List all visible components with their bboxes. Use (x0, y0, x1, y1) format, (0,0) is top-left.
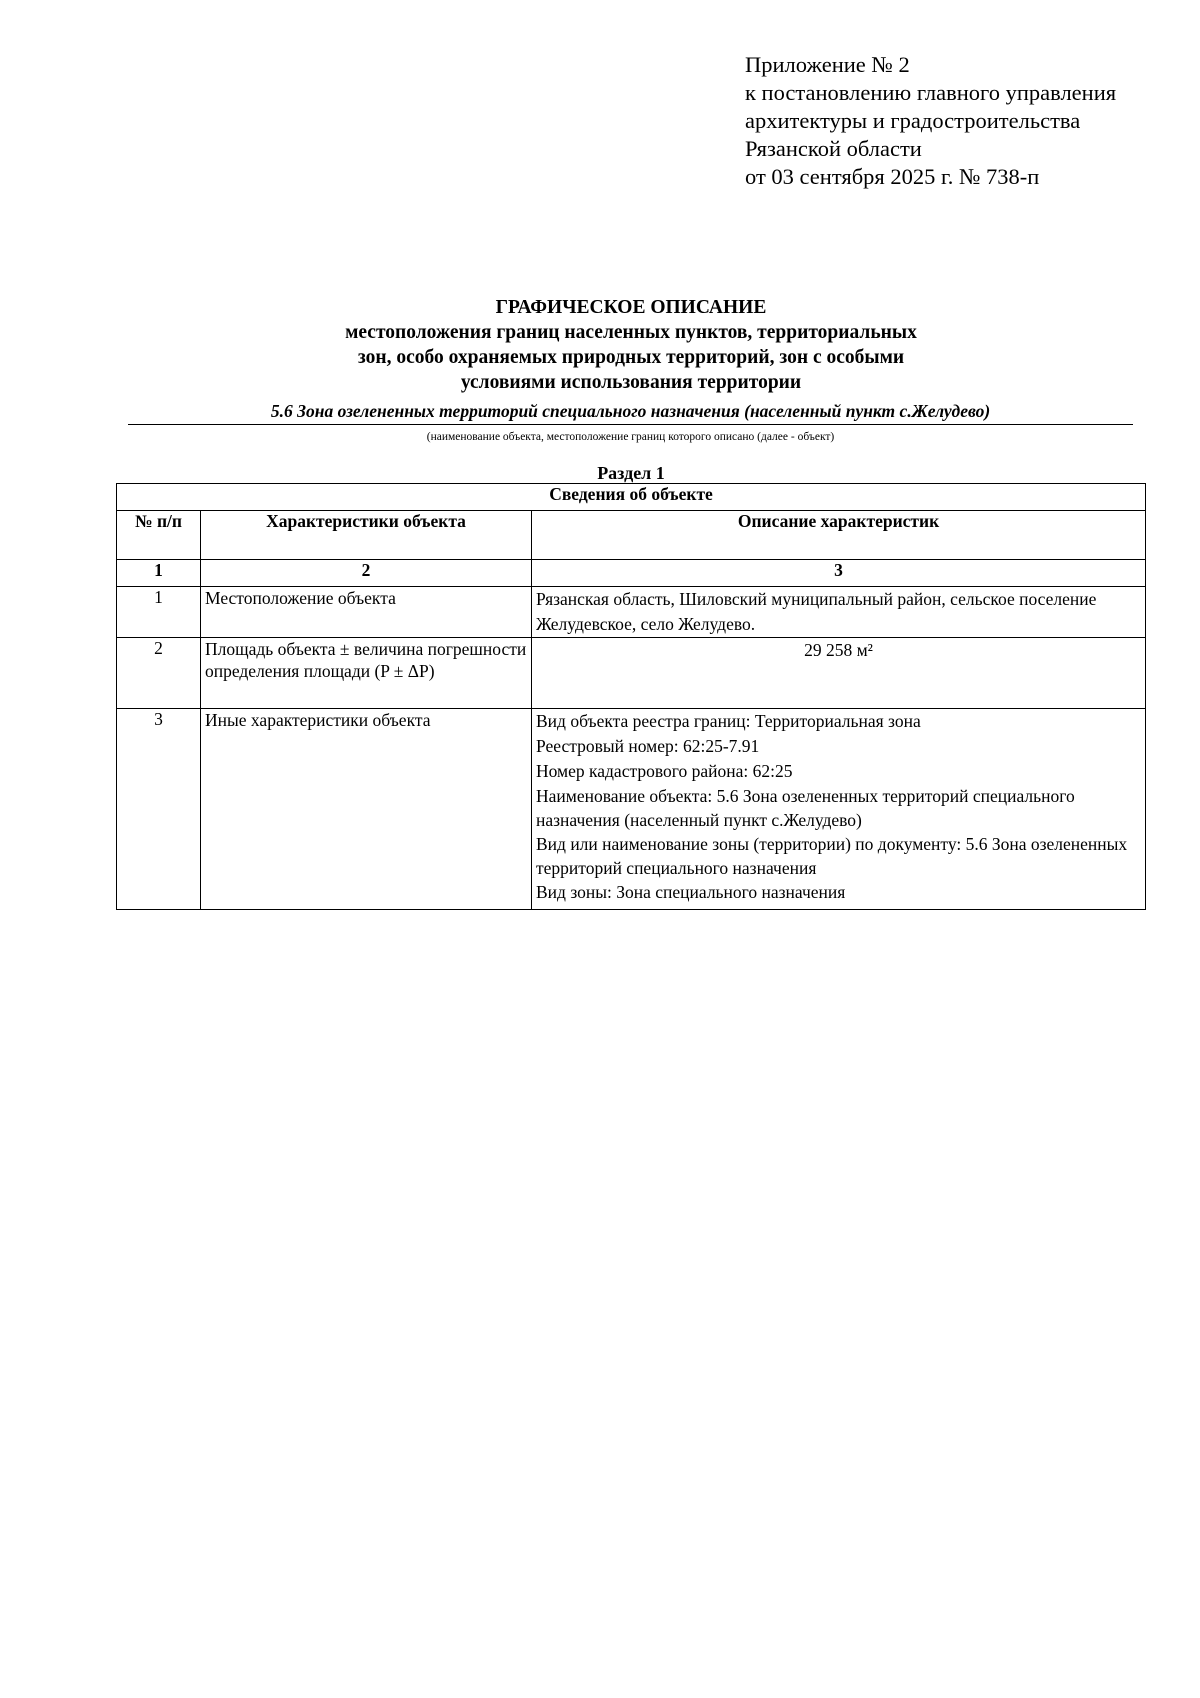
column-number-row (117, 560, 1146, 587)
column-number: 1 (117, 560, 201, 587)
appendix-line: к постановлению главного управления (745, 80, 1117, 105)
row-characteristic: Площадь объекта ± величина погрешности определения площади (P ± ΔP) (201, 638, 532, 709)
appendix-line: архитектуры и градостроительства (745, 108, 1081, 133)
row-description (532, 709, 1146, 910)
column-number: 3 (532, 560, 1146, 587)
table-caption-row (117, 484, 1146, 511)
header-description: Описание характеристик (532, 511, 1146, 560)
title-subline: местоположения границ населенных пунктов, территориальных (345, 322, 917, 343)
title-subline: условиями использования территории (460, 372, 802, 393)
title-main: ГРАФИЧЕСКОЕ ОПИСАНИЕ (495, 297, 767, 318)
table-header-row (117, 511, 1146, 560)
row-description: Рязанская область, Шиловский муниципальный район, сельское поселение Желудевское, село Желудево. (532, 587, 1146, 638)
row-description: 29 258 м² (532, 638, 1146, 709)
table-row (117, 587, 1146, 638)
description-line: Вид зоны: Зона специального назначения (536, 882, 846, 902)
description-line: Вид объекта реестра границ: Территориальная зона (536, 711, 921, 731)
column-number: 2 (201, 560, 532, 587)
row-characteristic: Местоположение объекта (201, 587, 532, 638)
object-name: 5.6 Зона озелененных территорий специального назначения (населенный пункт с.Желудево) (128, 400, 1133, 425)
table-row (117, 709, 1146, 910)
table-row (117, 638, 1146, 709)
description-line: Реестровый номер: 62:25-7.91 (536, 736, 760, 756)
description-line: Номер кадастрового района: 62:25 (536, 761, 793, 781)
title-subline: зон, особо охраняемых природных территорий, зон с особыми (357, 347, 905, 368)
description-line: Вид или наименование зоны (территории) по документу: 5.6 Зона озелененных территорий специального назначения (536, 834, 1128, 878)
section-title: Раздел 1 (597, 463, 665, 483)
appendix-line: Рязанской области (745, 136, 922, 161)
row-number: 3 (117, 709, 201, 910)
description-line: Наименование объекта: 5.6 Зона озелененных территорий специального назначения (населенный пункт с.Желудево) (536, 786, 1075, 830)
row-characteristic: Иные характеристики объекта (201, 709, 532, 910)
row-number: 1 (117, 587, 201, 638)
object-caption: (наименование объекта, местоположение границ которого описано (далее - объект) (426, 431, 835, 443)
appendix-line: Приложение № 2 (745, 52, 910, 77)
document-title (0, 295, 1200, 395)
appendix-line: от 03 сентября 2025 г. № 738-п (745, 164, 1040, 189)
object-info-table (116, 483, 1146, 910)
table-caption: Сведения об объекте (117, 484, 1146, 511)
appendix-header (745, 51, 1116, 191)
header-characteristic: Характеристики объекта (201, 511, 532, 560)
header-num: № п/п (117, 511, 201, 560)
row-number: 2 (117, 638, 201, 709)
